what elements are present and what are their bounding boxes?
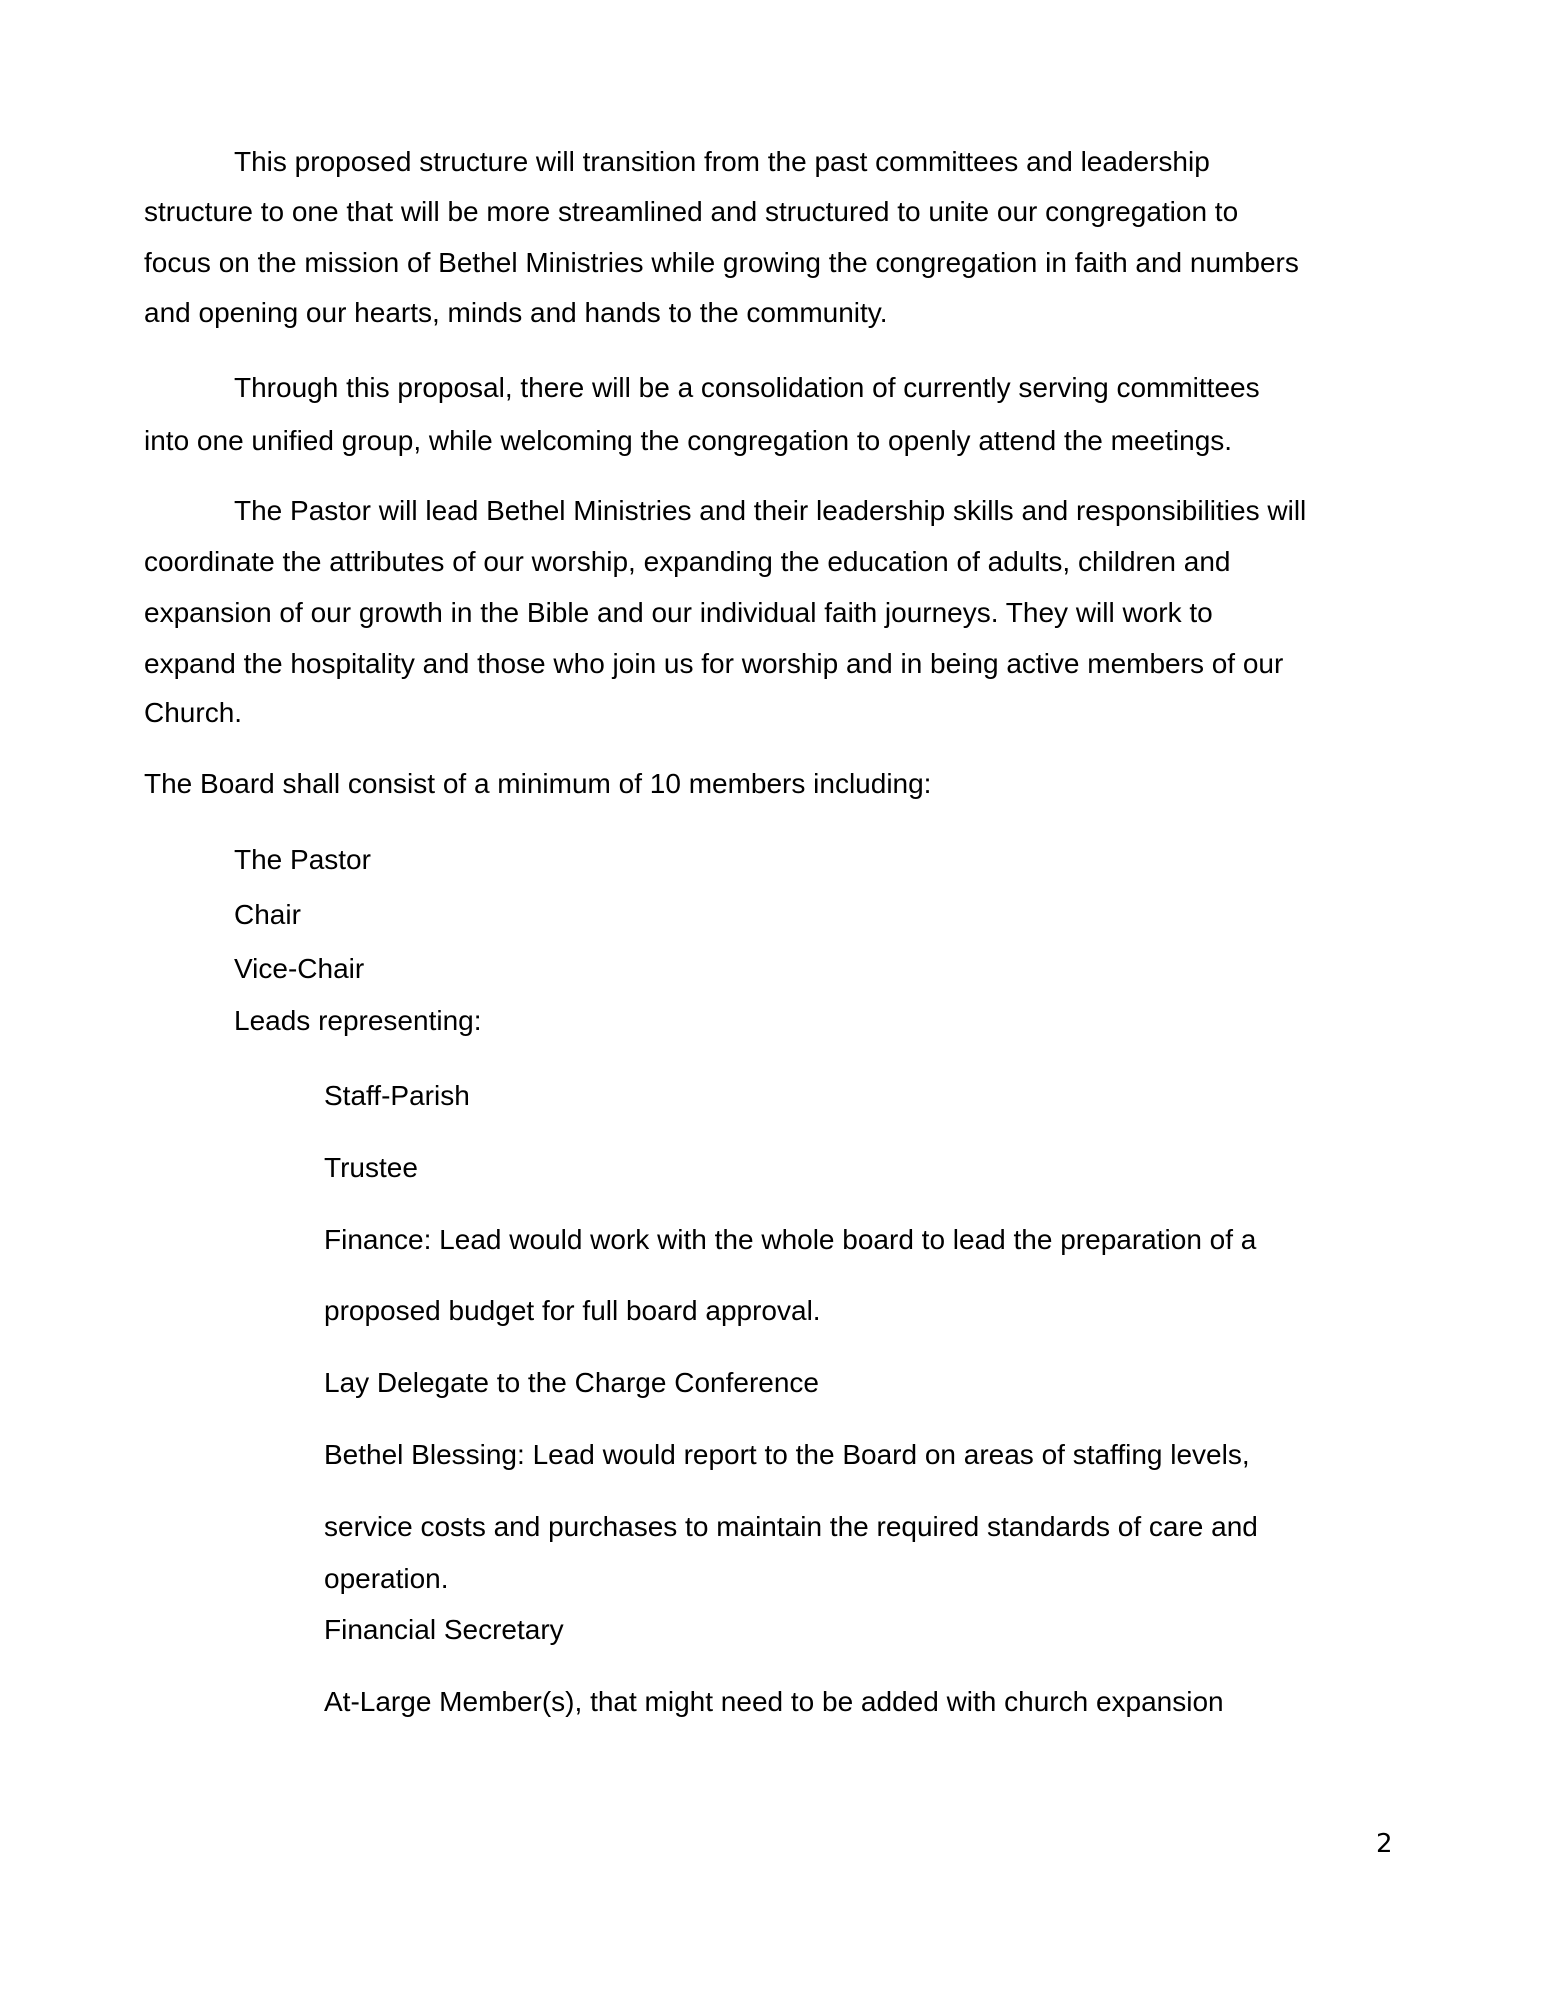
- lead-item: proposed budget for full board approval.: [324, 1295, 821, 1326]
- paragraph-3-line-2: coordinate the attributes of our worship, expanding the education of adults, children and: [144, 546, 1231, 577]
- lead-item: service costs and purchases to maintain the required standards of care and: [324, 1511, 1258, 1542]
- lead-item: Staff-Parish: [324, 1080, 470, 1111]
- paragraph-1-line-3: focus on the mission of Bethel Ministries while growing the congregation in faith and numbers: [144, 247, 1299, 278]
- paragraph-2-line-1: Through this proposal, there will be a consolidation of currently serving committees: [234, 372, 1260, 403]
- lead-item: operation.: [324, 1563, 449, 1594]
- lead-item: Bethel Blessing: Lead would report to the Board on areas of staffing levels,: [324, 1439, 1250, 1470]
- member-item: Chair: [234, 899, 301, 930]
- lead-item: At-Large Member(s), that might need to be added with church expansion: [324, 1686, 1224, 1717]
- board-intro: The Board shall consist of a minimum of 10 members including:: [144, 768, 932, 799]
- member-item: Vice-Chair: [234, 953, 365, 984]
- paragraph-1-line-1: This proposed structure will transition from the past committees and leadership: [234, 146, 1210, 177]
- paragraph-3-line-3: expansion of our growth in the Bible and our individual faith journeys. They will work to: [144, 597, 1213, 628]
- paragraph-1-line-2: structure to one that will be more streamlined and structured to unite our congregation to: [144, 196, 1239, 227]
- lead-item: Lay Delegate to the Charge Conference: [324, 1367, 819, 1398]
- lead-item: Financial Secretary: [324, 1614, 564, 1645]
- paragraph-1-line-4: and opening our hearts, minds and hands to the community.: [144, 297, 888, 328]
- paragraph-2-line-2: into one unified group, while welcoming the congregation to openly attend the meetings.: [144, 425, 1233, 456]
- paragraph-3-line-4: expand the hospitality and those who join us for worship and in being active members of our: [144, 648, 1284, 679]
- member-item: The Pastor: [234, 844, 371, 875]
- page-number: 2: [1376, 1829, 1393, 1859]
- lead-item: Trustee: [324, 1152, 418, 1183]
- lead-item: Finance: Lead would work with the whole board to lead the preparation of a: [324, 1224, 1257, 1255]
- paragraph-3-line-5: Church.: [144, 697, 243, 728]
- member-item: Leads representing:: [234, 1005, 482, 1036]
- paragraph-3-line-1: The Pastor will lead Bethel Ministries and their leadership skills and responsibilities will: [234, 495, 1307, 526]
